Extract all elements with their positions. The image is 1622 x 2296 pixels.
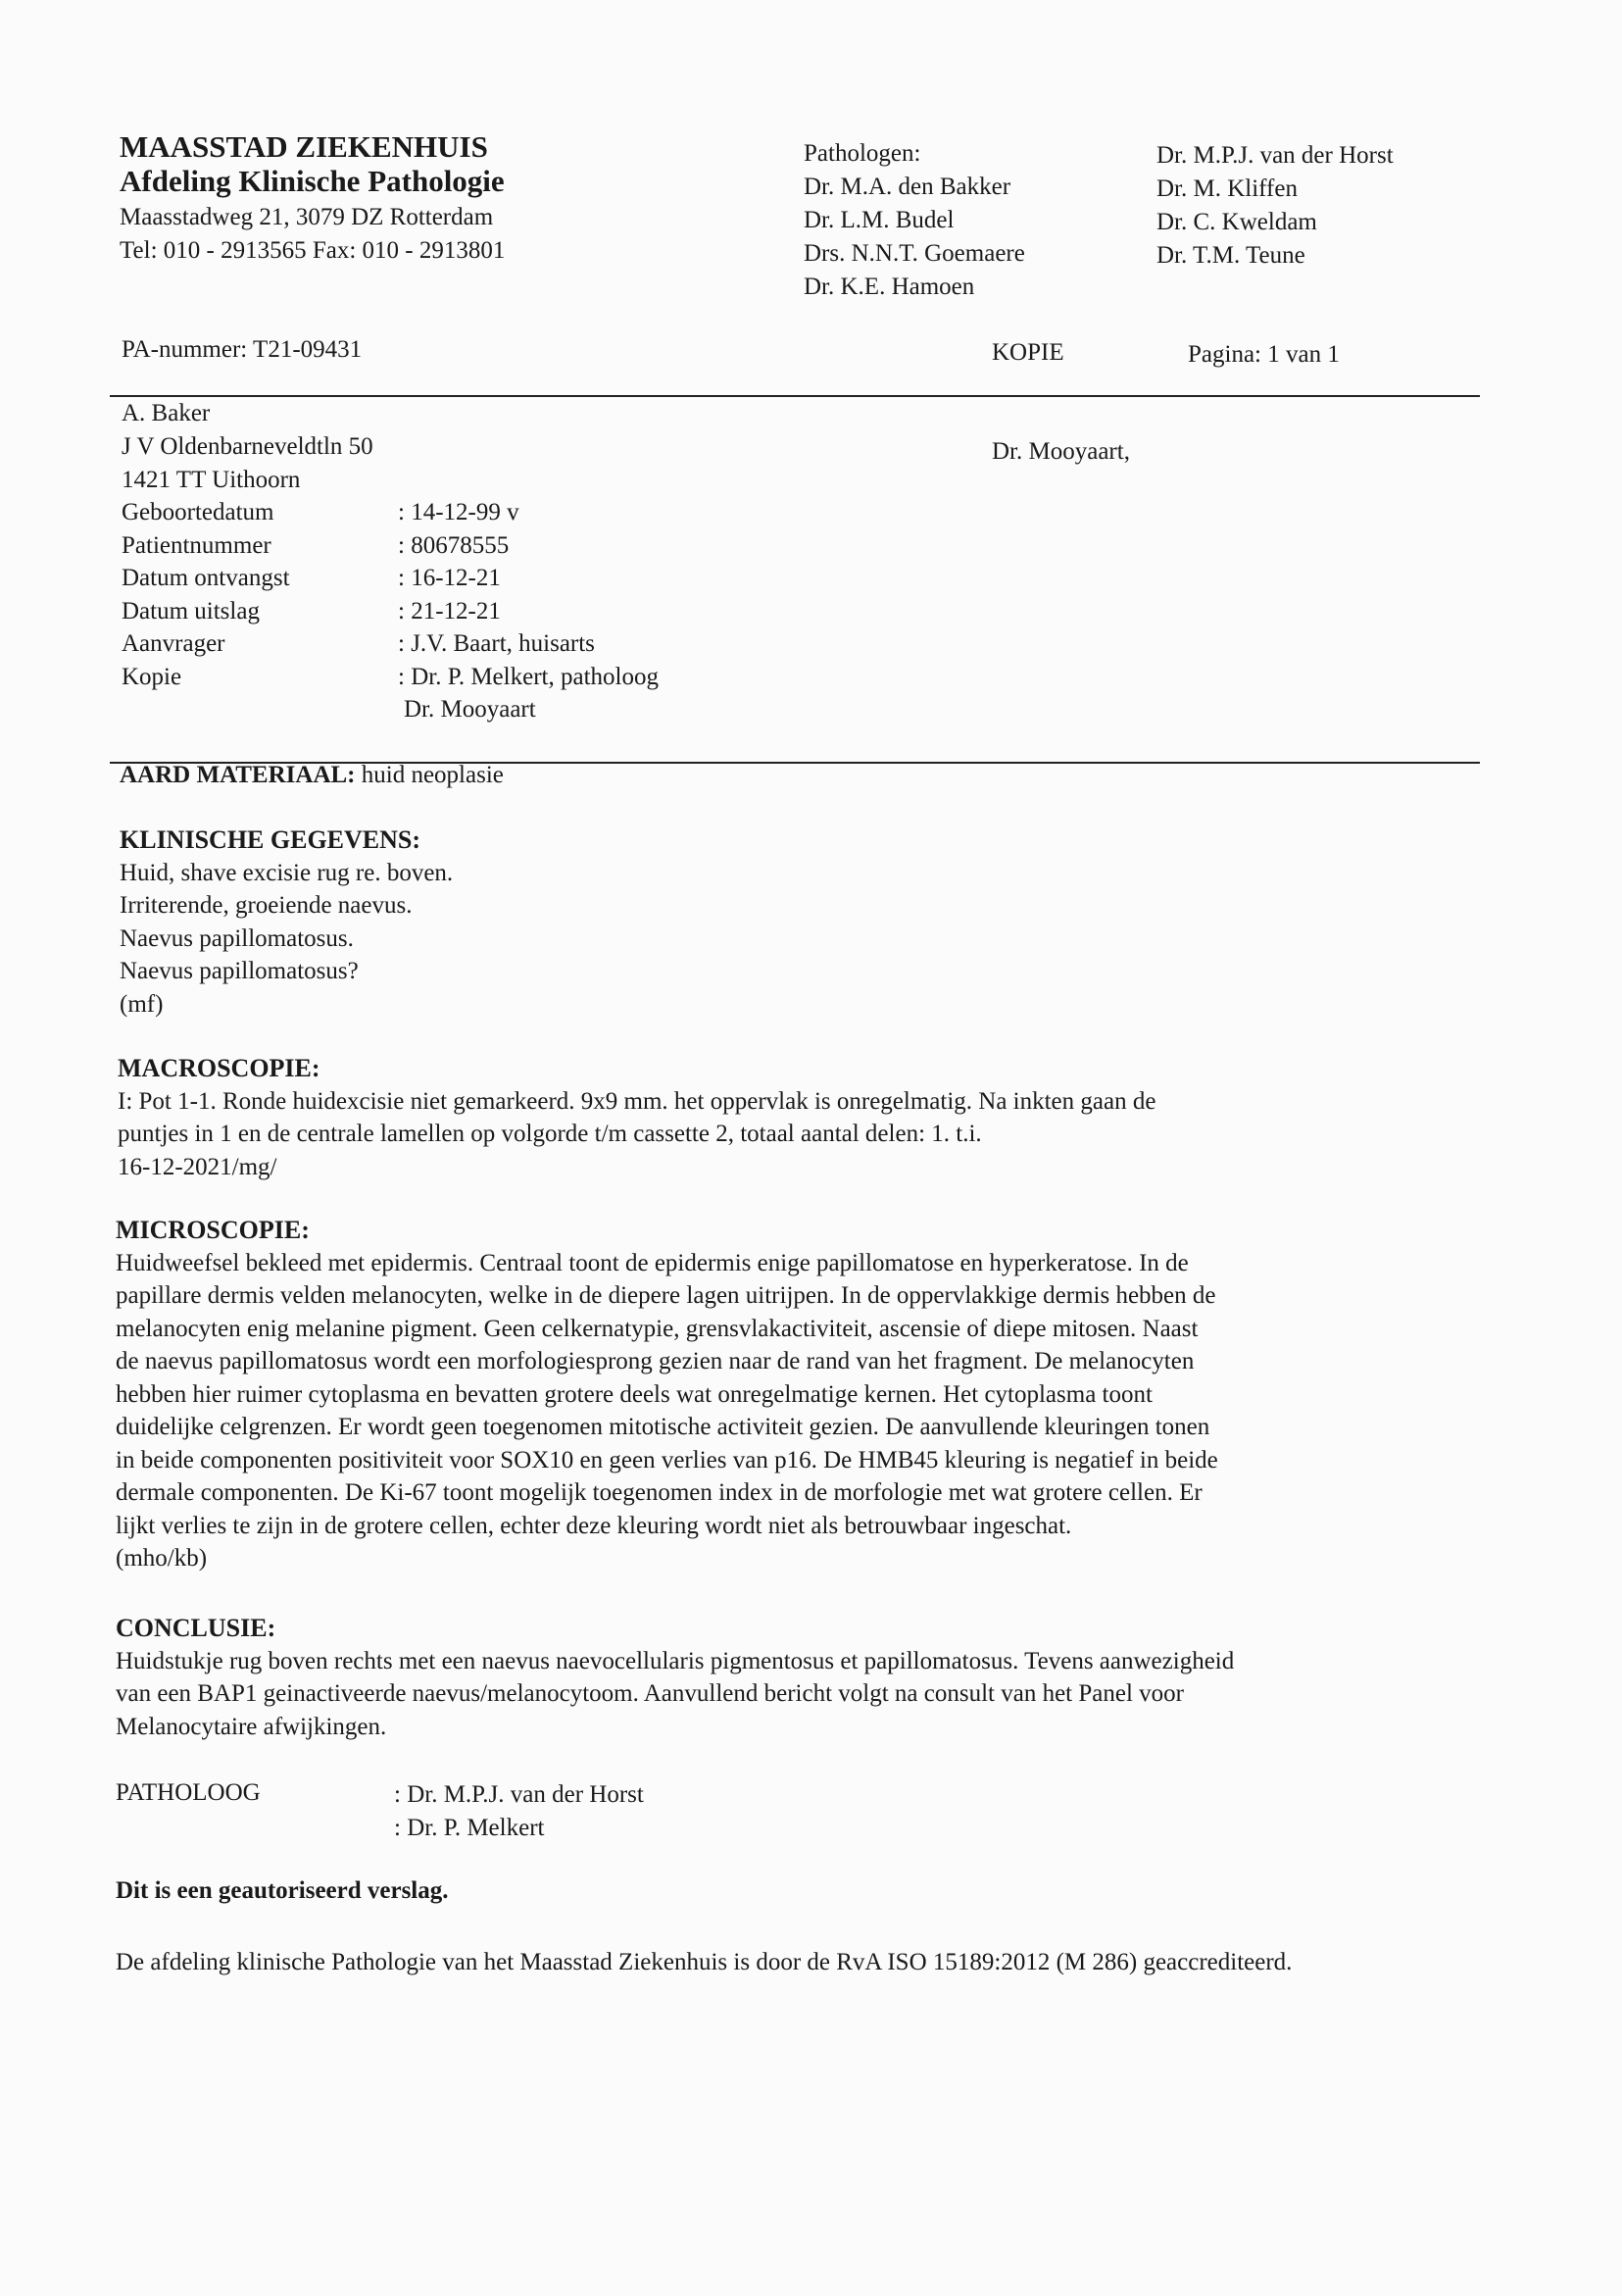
- patient-street: J V Oldenbarneveldtln 50: [122, 433, 373, 460]
- signing-pathologist: : Dr. P. Melkert: [394, 1815, 545, 1841]
- clinical-section: [120, 824, 453, 1021]
- macro-section: [118, 1052, 1155, 1183]
- accreditation-statement: De afdeling klinische Pathologie van het Maasstad Ziekenhuis is door de RvA ISO 15189:2012 (M 286) geaccrediteerd.: [116, 1949, 1293, 1975]
- pathologist-name: Dr. K.E. Hamoen: [804, 274, 975, 300]
- patient-city: 1421 TT Uithoorn: [122, 467, 301, 493]
- pathologist-name: Dr. C. Kweldam: [1156, 209, 1317, 235]
- micro-line: duidelijke celgrenzen. Er wordt geen toegenomen mitotische activiteit gezien. De aanvullende kleuringen tonen: [116, 1414, 1210, 1440]
- micro-line: de naevus papillomatosus wordt een morfologiesprong gezien naar de rand van het fragment. De melanocyten: [116, 1348, 1195, 1374]
- field-label: Geboortedatum: [122, 499, 274, 525]
- conclusion-heading: CONCLUSIE:: [116, 1614, 276, 1642]
- field-label: Datum uitslag: [122, 597, 260, 624]
- material-row: [120, 759, 504, 792]
- field-label: Datum ontvangst: [122, 565, 290, 591]
- field-row: [122, 496, 659, 529]
- clinical-line: (mf): [120, 990, 164, 1018]
- field-value: : J.V. Baart, huisarts: [398, 630, 595, 657]
- pathologists-label: Pathologen:: [804, 140, 921, 167]
- clinical-line: Irriterende, groeiende naevus.: [120, 892, 413, 919]
- hospital-address: Maasstadweg 21, 3079 DZ Rotterdam: [120, 204, 494, 230]
- field-value: : Dr. P. Melkert, patholoog: [398, 663, 659, 690]
- hospital-phone-fax: Tel: 010 - 2913565 Fax: 010 - 2913801: [120, 237, 506, 264]
- page-number: Pagina: 1 van 1: [1188, 341, 1340, 368]
- micro-line: (mho/kb): [116, 1545, 208, 1572]
- pathologist-name: Dr. M.A. den Bakker: [804, 174, 1011, 200]
- micro-heading: MICROSCOPIE:: [116, 1216, 310, 1244]
- addressee: Dr. Mooyaart,: [992, 438, 1130, 465]
- pathologist-name: Dr. M.P.J. van der Horst: [1156, 142, 1394, 169]
- field-row: [122, 693, 659, 726]
- clinical-heading: KLINISCHE GEGEVENS:: [120, 825, 421, 854]
- hospital-name: MAASSTAD ZIEKENHUIS: [120, 129, 488, 164]
- micro-line: in beide componenten positiviteit voor SOX10 en geen verlies van p16. De HMB45 kleuring is negatief in beide: [116, 1446, 1218, 1473]
- field-value: : 80678555: [398, 531, 510, 559]
- field-label: Patientnummer: [122, 531, 271, 559]
- patient-name: A. Baker: [122, 400, 211, 426]
- micro-line: hebben hier ruimer cytoplasma en bevatten grotere deels wat onregelmatige kernen. Het cytoplasma toont: [116, 1380, 1153, 1408]
- pathologist-label: PATHOLOOG: [116, 1779, 261, 1806]
- signing-pathologist: : Dr. M.P.J. van der Horst: [394, 1781, 644, 1808]
- macro-heading: MACROSCOPIE:: [118, 1054, 320, 1082]
- conclusion-line: Huidstukje rug boven rechts met een naevus naevocellularis pigmentosus et papillomatosus. Tevens aanwezigheid: [116, 1647, 1235, 1674]
- conclusion-line: Melanocytaire afwijkingen.: [116, 1713, 387, 1740]
- pathologist-name: Drs. N.N.T. Goemaere: [804, 240, 1025, 267]
- clinical-line: Naevus papillomatosus?: [120, 958, 359, 984]
- micro-line: papillare dermis velden melanocyten, welke in de diepere lagen uitrijpen. In de oppervlakkige dermis hebben de: [116, 1282, 1216, 1309]
- field-label: [122, 693, 416, 726]
- clinical-line: Huid, shave excisie rug re. boven.: [120, 859, 454, 886]
- material-value: huid neoplasie: [361, 762, 504, 788]
- field-row: [122, 529, 659, 563]
- field-label: Aanvrager: [122, 630, 225, 657]
- field-value: : 21-12-21: [398, 597, 501, 624]
- copy-extra: Dr. Mooyaart: [404, 696, 536, 723]
- micro-line: Huidweefsel bekleed met epidermis. Centraal toont de epidermis enige papillomatose en hyperkeratose. In de: [116, 1249, 1189, 1276]
- field-value: : 16-12-21: [398, 565, 501, 591]
- macro-line: I: Pot 1-1. Ronde huidexcisie niet gemarkeerd. 9x9 mm. het oppervlak is onregelmatig. Na inkten gaan de: [118, 1087, 1156, 1115]
- field-row: [122, 562, 659, 595]
- pathologist-name: Dr. T.M. Teune: [1156, 242, 1305, 269]
- macro-line: 16-12-2021/mg/: [118, 1153, 277, 1180]
- divider: [110, 395, 1480, 397]
- field-row: [122, 627, 659, 661]
- field-row: [122, 661, 659, 694]
- field-row: [122, 595, 659, 628]
- field-value: : 14-12-99 v: [398, 499, 519, 525]
- copy-label: KOPIE: [992, 339, 1064, 366]
- patient-fields: [122, 496, 659, 726]
- conclusion-section: [116, 1612, 1234, 1743]
- field-label: Kopie: [122, 663, 182, 690]
- micro-line: melanocyten enig melanine pigment. Geen celkernatypie, grensvlakactiviteit, ascensie of diepe mitosen. Naast: [116, 1315, 1199, 1342]
- material-label: AARD MATERIAAL:: [120, 762, 356, 788]
- micro-section: [116, 1214, 1218, 1575]
- pathologist-name: Dr. M. Kliffen: [1156, 175, 1298, 202]
- macro-line: puntjes in 1 en de centrale lamellen op volgorde t/m cassette 2, totaal aantal delen: 1. t.i.: [118, 1121, 982, 1147]
- micro-line: dermale componenten. De Ki-67 toont mogelijk toegenomen index in de morfologie met wat grotere cellen. Er: [116, 1479, 1203, 1506]
- authorized-statement: Dit is een geautoriseerd verslag.: [116, 1877, 449, 1904]
- micro-line: lijkt verlies te zijn in de grotere cellen, echter deze kleuring wordt niet als betrouwbaar ingeschat.: [116, 1512, 1072, 1539]
- clinical-line: Naevus papillomatosus.: [120, 924, 354, 952]
- conclusion-line: van een BAP1 geinactiveerde naevus/melanocytoom. Aanvullend bericht volgt na consult van het Panel voor: [116, 1680, 1184, 1707]
- department-name: Afdeling Klinische Pathologie: [120, 164, 505, 198]
- pa-number: PA-nummer: T21-09431: [122, 336, 363, 363]
- pathologist-name: Dr. L.M. Budel: [804, 207, 955, 233]
